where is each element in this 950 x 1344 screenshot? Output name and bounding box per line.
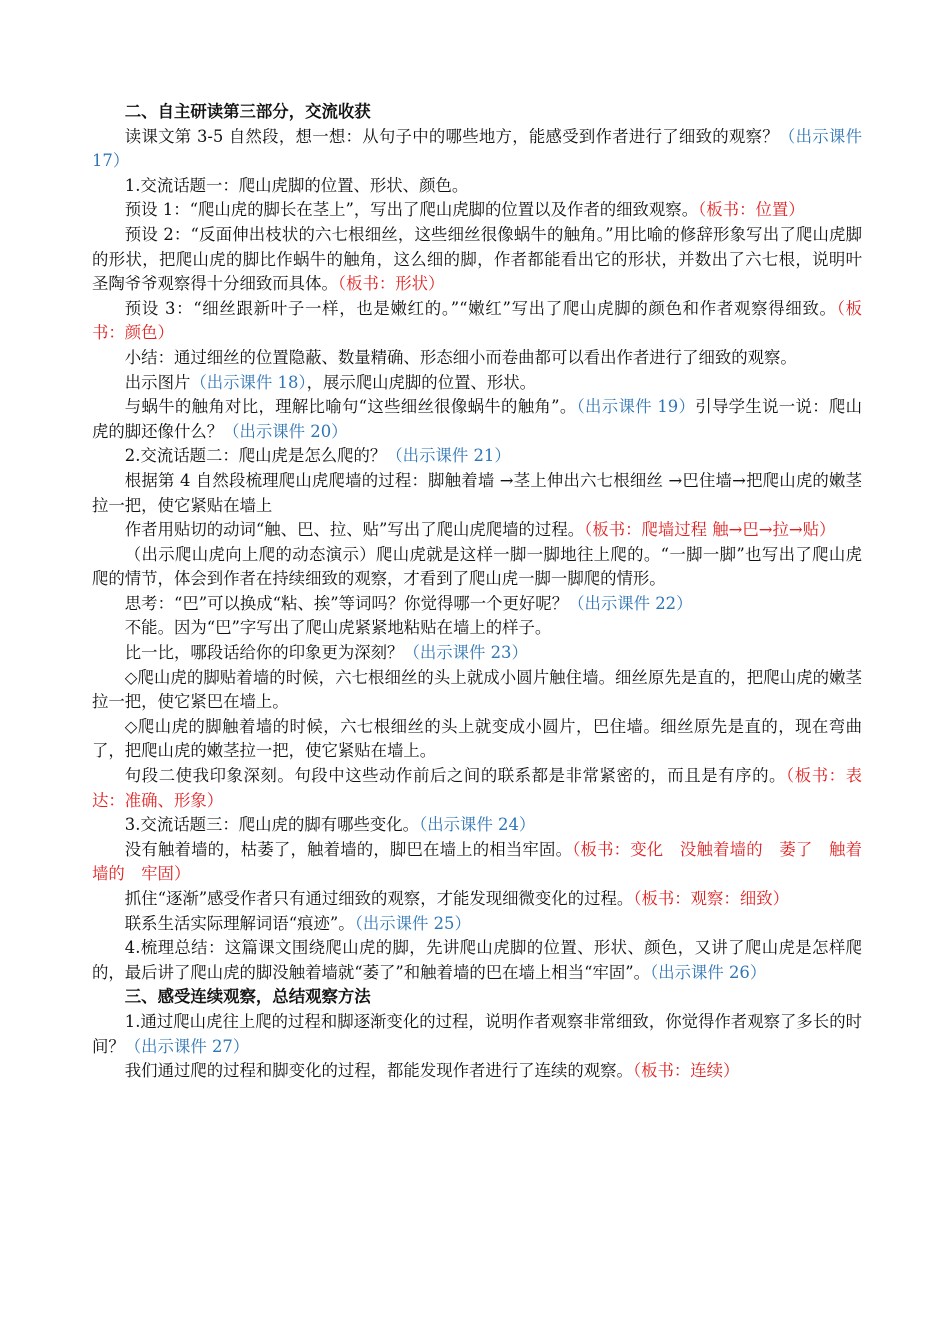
text-run: 抓住“逐渐”感受作者只有通过细致的观察，才能发现细微变化的过程。: [124, 889, 634, 908]
courseware-note: （出示课件 25）: [354, 913, 471, 933]
courseware-note: （出示课件 26）: [650, 962, 767, 982]
board-note: （板书：位置）: [698, 200, 805, 220]
text-run: 3.交流话题三：爬山虎的脚有哪些变化。: [124, 815, 420, 835]
paragraph: [92, 912, 862, 937]
text-run: 作者用贴切的动词“触、巴、拉、贴”写出了爬山虎爬墙的过程。: [124, 520, 585, 540]
text-run: 4.梳理总结：这篇课文围绕爬山虎的脚，先讲爬山虎脚的位置、形状、颜色，又讲了爬山虎是怎样爬的，最后讲了爬山虎的脚没触着墙就“萎了”和触着墙的巴在墙上相当“牢固”。: [92, 938, 862, 982]
courseware-note: （出示课件 24）: [419, 815, 536, 835]
text-run: ◇爬山虎的脚触着墙的时候，六七根细丝的头上就变成小圆片，巴住墙。细丝原先是直的，现在弯曲了，把爬山虎的嫩茎拉一把，使它紧贴在墙上。: [92, 716, 862, 761]
text-run: 联系生活实际理解词语“痕迹”。: [124, 913, 355, 933]
text-run: 没有触着墙的，枯萎了，触着墙的，脚巴在墙上的相当牢固。: [124, 839, 573, 859]
board-note: （板书：爬墙过程 触→巴→拉→贴）: [584, 520, 836, 540]
paragraph: [92, 764, 862, 813]
paragraph: [92, 371, 862, 396]
paragraph: [92, 592, 862, 617]
board-note: （板书：变化 没触着墙的 萎了 触着墙的 牢固）: [92, 839, 862, 884]
paragraph: [92, 297, 862, 346]
courseware-note: （出示课件 27）: [124, 1036, 250, 1056]
paragraph: [92, 543, 862, 592]
text-run: 句段二使我印象深刻。句段中这些动作前后之间的联系都是非常紧密的，而且是有序的。: [124, 766, 786, 786]
text-run: 比一比，哪段话给你的印象更为深刻？: [124, 643, 404, 663]
text-run: 出示图片: [124, 372, 191, 392]
paragraph: [92, 1010, 862, 1059]
paragraph: [92, 1059, 862, 1084]
paragraph: [92, 346, 862, 371]
board-note: （板书：观察：细致）: [633, 889, 789, 908]
paragraph: [92, 223, 862, 297]
text-run: 1.通过爬山虎往上爬的过程和脚逐渐变化的过程，说明作者观察非常细致，你觉得作者观察了多长的时间？: [92, 1011, 862, 1056]
paragraph: [92, 813, 862, 838]
text-run: 小结：通过细丝的位置隐蔽、数量精确、形态细小而卷曲都可以看出作者进行了细致的观察。: [124, 347, 797, 367]
courseware-note: （出示课件 19）: [576, 397, 696, 417]
text-run: 二、自主研读第三部分，交流收获: [124, 102, 371, 121]
paragraph: [92, 125, 862, 174]
section-heading: [92, 100, 862, 125]
text-run: 引导学生说一说：爬山虎的脚还像什么？: [92, 397, 863, 441]
text-run: 预设 2：“反面伸出枝状的六七根细丝，这些细丝很像蜗牛的触角。”用比喻的修辞形象写出了爬山虎脚的形状，把爬山虎的脚比作蜗牛的触角，这么细的脚，作者都能看出它的形状，并数出了六七根，说明叶圣陶爷爷观察得十分细致而具体。: [92, 224, 862, 294]
paragraph: [92, 838, 862, 887]
board-note: （板书：表达：准确、形象）: [92, 766, 862, 810]
text-run: （出示爬山虎向上爬的动态演示）爬山虎就是这样一脚一脚地往上爬的。“一脚一脚”也写出了爬山虎爬的情节，体会到作者在持续细致的观察，才看到了爬山虎一脚一脚爬的情形。: [92, 544, 862, 589]
paragraph: [92, 616, 862, 641]
paragraph: [92, 469, 862, 518]
paragraph: [92, 715, 862, 764]
text-run: 2.交流话题二：爬山虎是怎么爬的？: [124, 446, 387, 466]
board-note: （板书：形状）: [337, 274, 445, 294]
text-run: 不能。因为“巴”字写出了爬山虎紧紧地粘贴在墙上的样子。: [124, 618, 552, 638]
text-run: 与蜗牛的触角对比，理解比喻句“这些细丝很像蜗牛的触角”。: [124, 397, 577, 417]
board-note: （板书：颜色）: [92, 298, 862, 343]
courseware-note: （出示课件 17）: [92, 126, 862, 171]
courseware-note: （出示课件 23）: [403, 643, 528, 663]
paragraph: [92, 666, 862, 715]
courseware-note: （出示课件 20）: [223, 421, 348, 441]
courseware-note: （出示课件 22）: [568, 593, 693, 613]
courseware-note: （出示课件 21）: [386, 446, 511, 466]
document-page: [92, 100, 862, 1084]
text-run: 预设 1：“爬山虎的脚长在茎上”，写出了爬山虎脚的位置以及作者的细致观察。: [124, 200, 699, 220]
paragraph: [92, 444, 862, 469]
board-note: （板书：连续）: [632, 1061, 740, 1081]
text-run: 三、感受连续观察，总结观察方法: [124, 987, 371, 1007]
text-run: ，展示爬山虎脚的位置、形状。: [306, 372, 537, 392]
text-run: ◇爬山虎的脚贴着墙的时候，六七根细丝的头上就成小圆片触住墙。细丝原先是直的，把爬山虎的嫩茎拉一把，使它紧巴在墙上。: [92, 667, 862, 712]
courseware-note: （出示课件 18）: [190, 372, 307, 392]
text-run: 思考：“巴”可以换成“粘、挨”等词吗？你觉得哪一个更好呢？: [124, 593, 569, 613]
paragraph: [92, 174, 862, 199]
paragraph: [92, 641, 862, 666]
text-run: 1.交流话题一：爬山虎脚的位置、形状、颜色。: [124, 175, 469, 195]
paragraph: [92, 395, 862, 444]
text-run: 根据第 4 自然段梳理爬山虎爬墙的过程：脚触着墙 →茎上伸出六七根细丝 →巴住墙→把爬山虎的嫩茎拉一把，使它紧贴在墙上: [92, 470, 862, 515]
paragraph: [92, 198, 862, 223]
paragraph: [92, 887, 862, 912]
paragraph: [92, 936, 862, 985]
text-run: 我们通过爬的过程和脚变化的过程，都能发现作者进行了连续的观察。: [124, 1061, 633, 1081]
text-run: 预设 3：“细丝跟新叶子一样，也是嫩红的。”“嫩红”写出了爬山虎脚的颜色和作者观察得细致。: [124, 298, 837, 318]
text-run: 读课文第 3-5 自然段，想一想：从句子中的哪些地方，能感受到作者进行了细致的观察？: [124, 126, 779, 146]
paragraph: [92, 518, 862, 543]
section-heading: [92, 985, 862, 1010]
